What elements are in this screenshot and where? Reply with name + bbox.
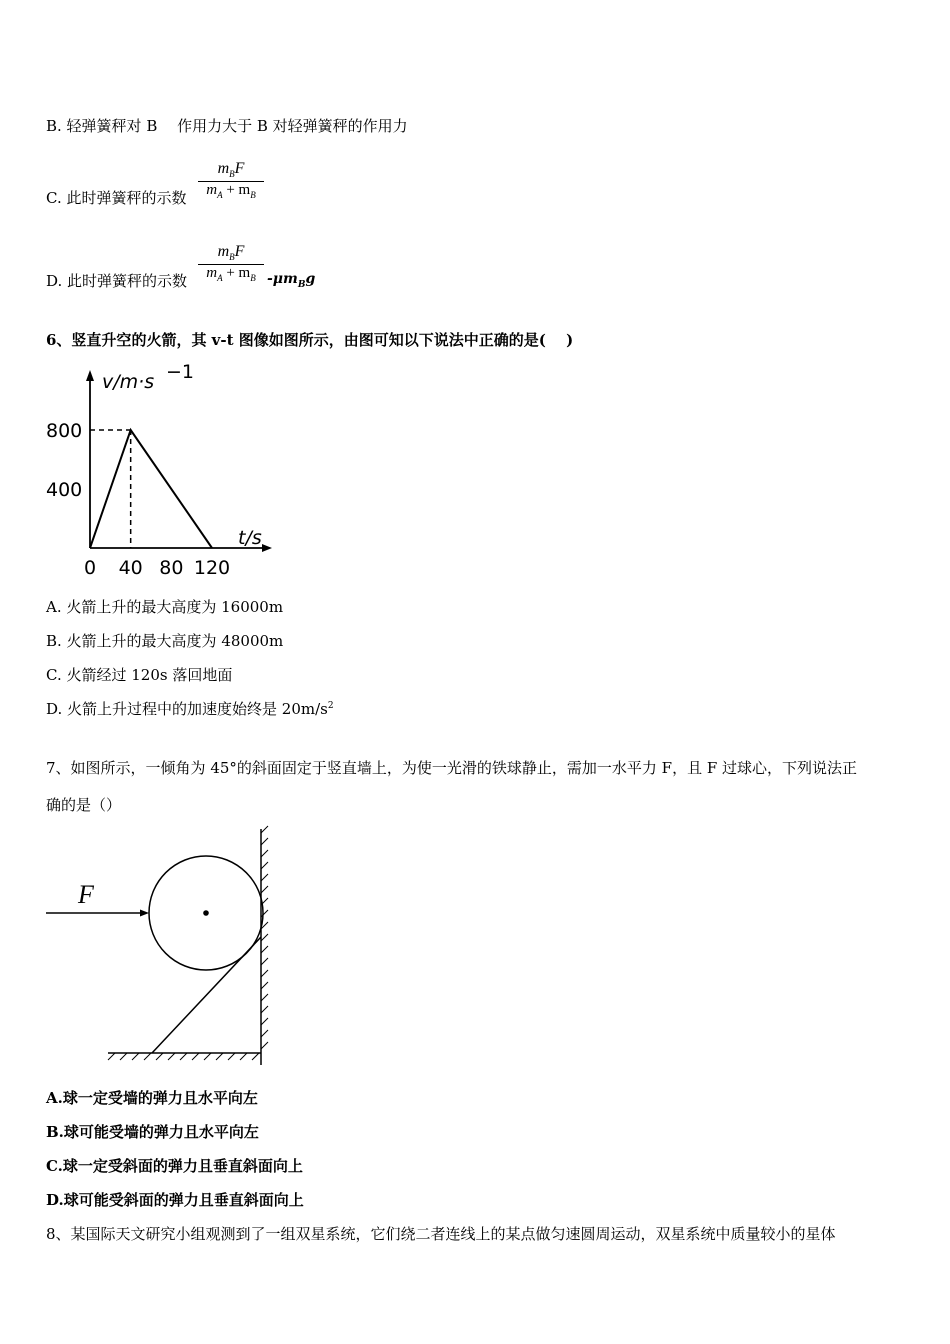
option-5d — [46, 270, 187, 291]
option-7c: C.球一定受斜面的弹力且垂直斜面向上 — [46, 1157, 303, 1175]
option-5c — [46, 187, 186, 208]
option-7d: D.球可能受斜面的弹力且垂直斜面向上 — [46, 1191, 304, 1209]
x-axis-label: t/s — [238, 527, 262, 549]
option-5d-label: D. 此时弹簧秤的示数 — [46, 272, 188, 290]
ball-incline-diagram — [44, 825, 284, 1065]
force-label: F — [78, 880, 94, 909]
option-5c-label: C. 此时弹簧秤的示数 — [46, 189, 187, 207]
x-tick-label-80: 80 — [159, 557, 184, 579]
fraction-5c: $m_BF$ $m_A + m_B$ — [198, 160, 264, 200]
option-6c: C. 火箭经过 120s 落回地面 — [46, 666, 233, 684]
option-5b: B. 轻弹簧秤对 B 作用力大于 B 对轻弹簧秤的作用力 — [46, 117, 408, 135]
y-axis-label-superscript: −1 — [166, 362, 195, 383]
option-6a: A. 火箭上升的最大高度为 16000m — [46, 598, 284, 616]
floor-hatching — [108, 1053, 259, 1060]
x-tick-label-120: 120 — [193, 557, 231, 579]
question-7-stem-line2: 确的是（） — [46, 796, 122, 814]
y-axis-label: v/m·s — [102, 371, 155, 393]
question-6-stem: 6、竖直升空的火箭，其 v-t 图像如图所示，由图可知以下说法中正确的是( ) — [46, 331, 574, 349]
y-axis-arrow — [86, 370, 94, 381]
option-6b: B. 火箭上升的最大高度为 48000m — [46, 632, 284, 650]
option-7a: A.球一定受墙的弹力且水平向左 — [46, 1089, 258, 1107]
x-axis-arrow — [262, 544, 272, 552]
y-tick-label-400: 400 — [46, 479, 83, 501]
velocity-series-line — [90, 430, 212, 548]
ball-center-dot — [203, 910, 209, 916]
option-5d-suffix: $-\mu m_Bg$ — [267, 271, 316, 290]
force-arrowhead — [140, 910, 149, 917]
wall-hatching — [261, 826, 268, 1049]
y-tick-label-800: 800 — [46, 420, 83, 442]
option-6d: D. 火箭上升过程中的加速度始终是 $20m/s^2$ — [46, 700, 334, 718]
x-tick-label-40: 40 — [118, 557, 143, 579]
x-tick-label-0: 0 — [83, 557, 97, 579]
fraction-5d: $m_BF$ $m_A + m_B$ — [198, 243, 264, 283]
vt-graph — [42, 362, 282, 582]
question-8-stem: 8、某国际天文研究小组观测到了一组双星系统，它们绕二者连线上的某点做匀速圆周运动，双星系统中质量较小的星体 — [46, 1225, 836, 1243]
option-7b: B.球可能受墙的弹力且水平向左 — [46, 1123, 259, 1141]
question-7-stem-line1: 7、如图所示，一倾角为 45°的斜面固定于竖直墙上，为使一光滑的铁球静止，需加一水平力 F，且 F 过球心，下列说法正 — [46, 759, 858, 777]
